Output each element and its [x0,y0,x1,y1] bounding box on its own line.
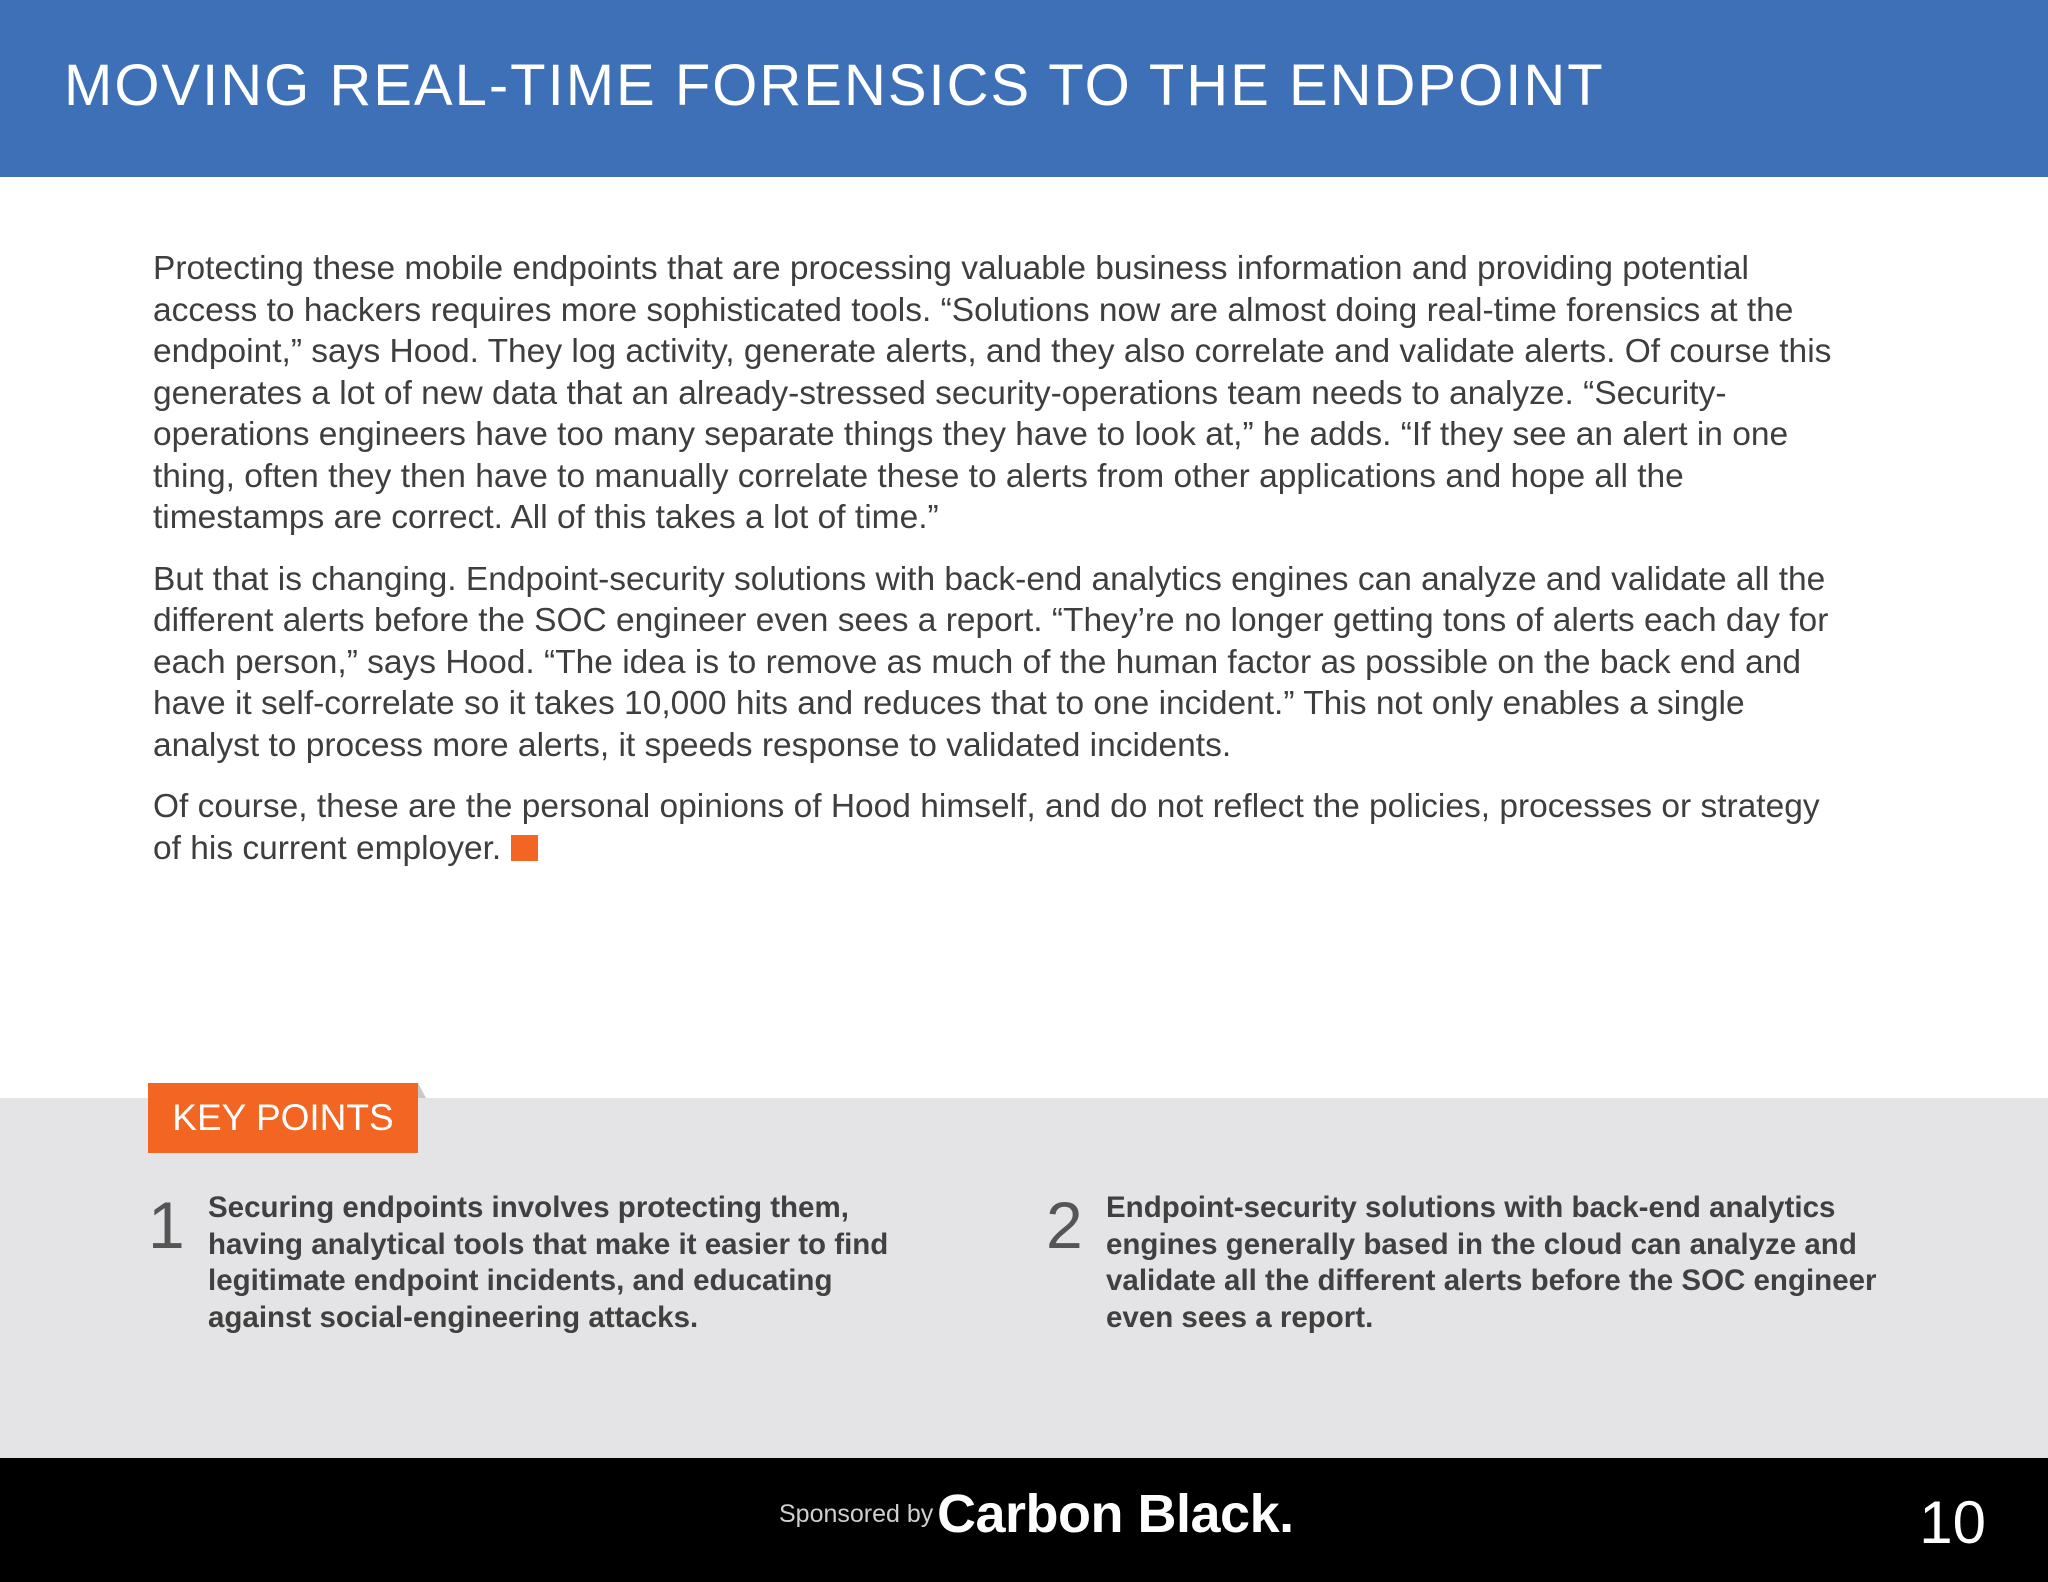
key-points-label: KEY POINTS [148,1083,418,1153]
key-point-text: Endpoint-security solutions with back-end analytics engines generally based in the cloud can analyze and validate all the different alerts before the SOC engineer even sees a report. [1106,1191,1877,1334]
body-paragraph-last [153,786,1853,869]
key-point-number: 2 [1046,1188,1083,1262]
page-title: MOVING REAL-TIME FORENSICS TO THE ENDPOINT [64,53,1605,118]
key-point-text: Securing endpoints involves protecting them, having analytical tools that make it easier to find legitimate endpoint incidents, and educating against social-engineering attacks. [208,1191,889,1334]
sponsored-by-label: Sponsored by [779,1500,934,1528]
carbon-black-logo: Carbon Black. [937,1484,1294,1544]
body-paragraph: Protecting these mobile endpoints that are processing valuable business information and providing potential access to hackers requires more sophisticated tools. “Solutions now are almost doing real-time forensics at the endpoint,” says Hood. They log activity, generate alerts, and they also correlate and validate alerts. Of course this generates a lot of new data that an already-stressed security-operations team needs to analyze. “Security-operations engineers have too many separate things they have to look at,” he adds. “If they see an alert in one thing, often they then have to manually correlate these to alerts from other applications and hope all the timestamps are correct. All of this takes a lot of time.” [153,250,1832,536]
key-point-number: 1 [148,1188,185,1262]
tab-fold-decoration [418,1083,426,1098]
body-paragraph-text: Of course, these are the personal opinions of Hood himself, and do not reflect the policies, processes or strategy of his current employer. [153,788,1820,867]
article-body [153,248,1853,889]
page-header [0,0,2048,177]
end-of-article-square-icon [511,835,538,861]
page-number: 10 [1919,1489,1986,1556]
body-paragraph: But that is changing. Endpoint-security solutions with back-end analytics engines can analyze and validate all the different alerts before the SOC engineer even sees a report. “They’re no longer getting tons of alerts each day for each person,” says Hood. “The idea is to remove as much of the human factor as possible on the back end and have it self-correlate so it takes 10,000 hits and reduces that to one incident.” This not only enables a single analyst to process more alerts, it speeds response to validated incidents. [153,560,1829,764]
